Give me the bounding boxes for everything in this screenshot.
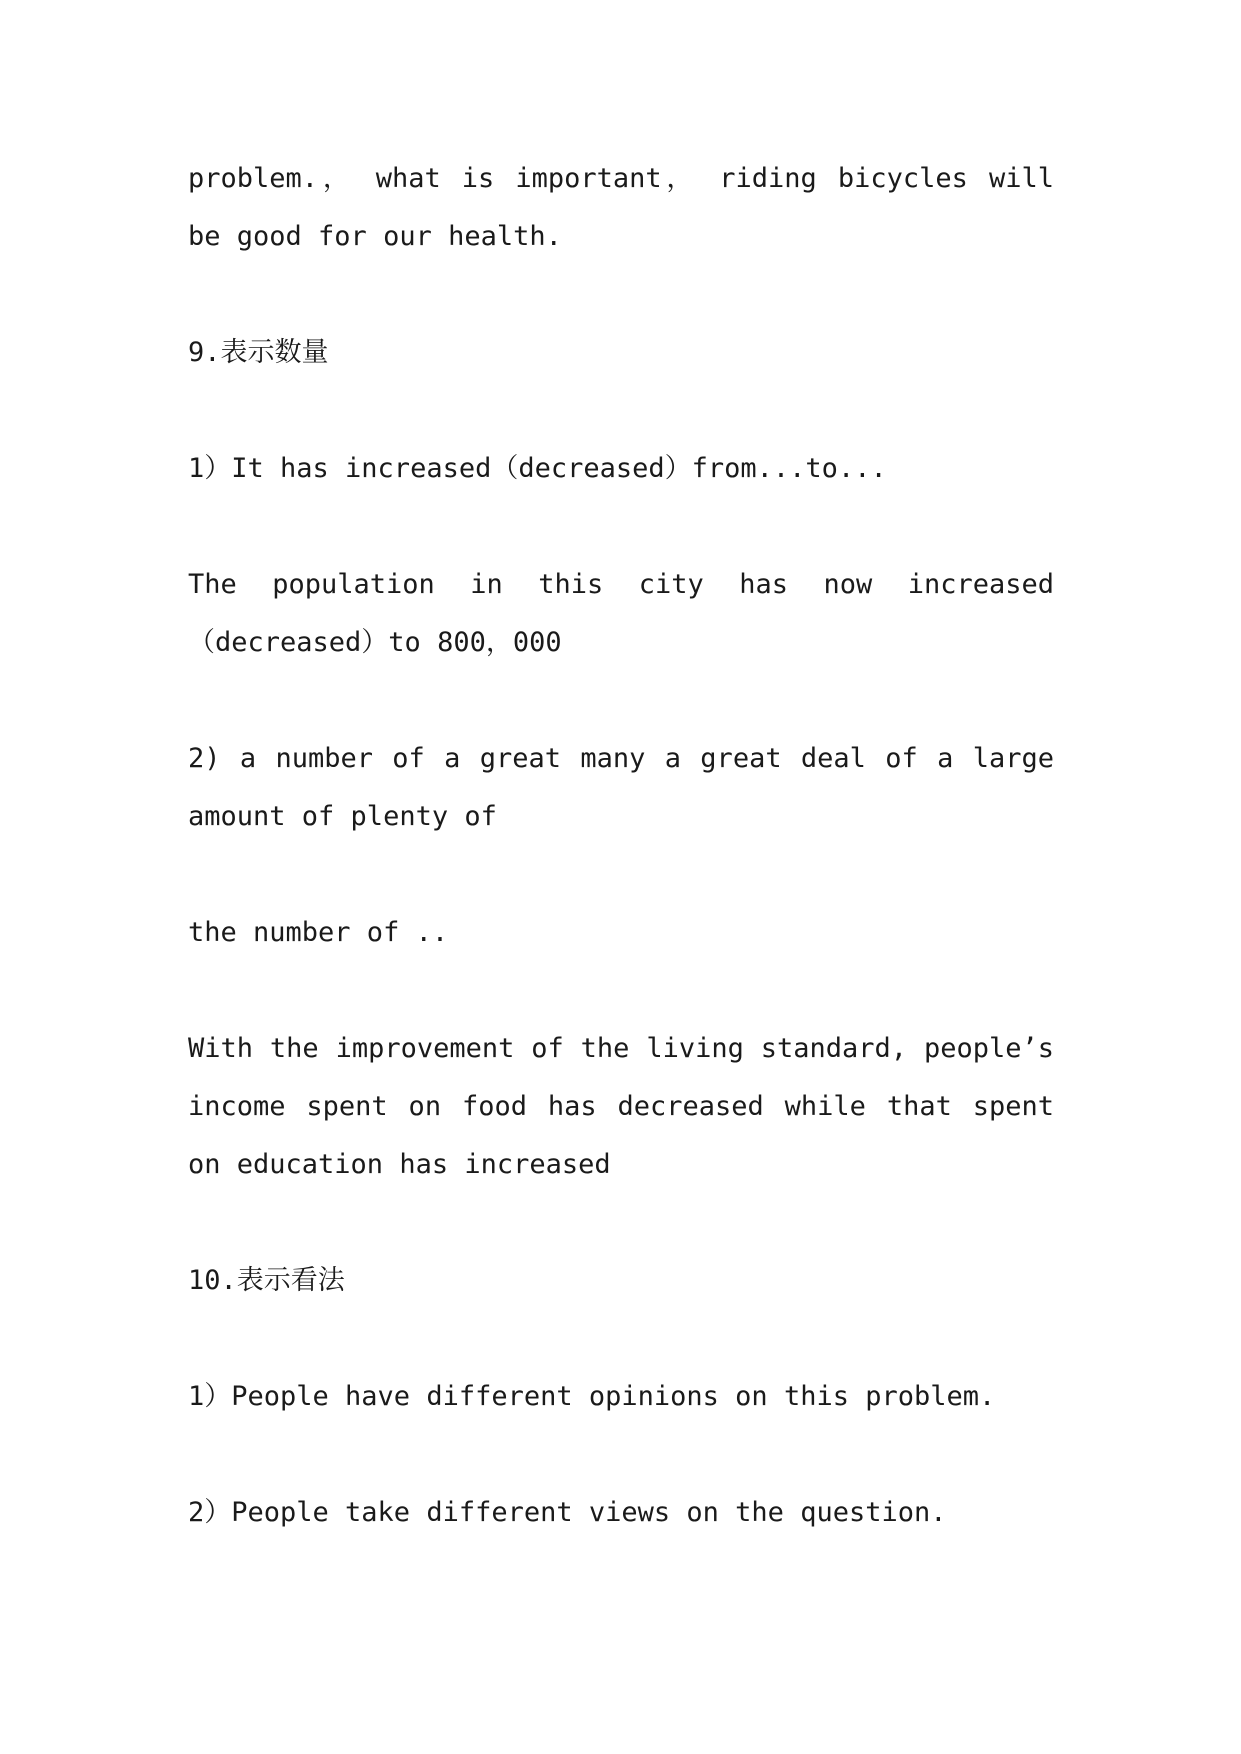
paragraph-quantity-phrases: 2) a number of a great many a great deal of a large amount of plenty of (188, 743, 1054, 832)
section-heading-quantity: 9.表示数量 (188, 337, 329, 368)
paragraph-bicycles-health: problem.， what is important， riding bicycles will be good for our health. (188, 163, 1054, 252)
paragraph-population-example: The population in this city has now increased （decreased）to 800，000 (188, 569, 1054, 658)
paragraph-increased-from-to: 1）It has increased（decreased）from...to... (188, 453, 887, 484)
paragraph-different-views: 2）People take different views on the question. (188, 1497, 947, 1528)
section-heading-opinions: 10.表示看法 (188, 1265, 345, 1296)
document-body (188, 150, 1054, 1600)
paragraph-different-opinions: 1）People have different opinions on this problem. (188, 1381, 996, 1412)
paragraph-living-standard-example: With the improvement of the living standard, people’s income spent on food has decreased while that spent on education has increased (188, 1033, 1054, 1180)
paragraph-the-number-of: the number of .. (188, 917, 449, 948)
